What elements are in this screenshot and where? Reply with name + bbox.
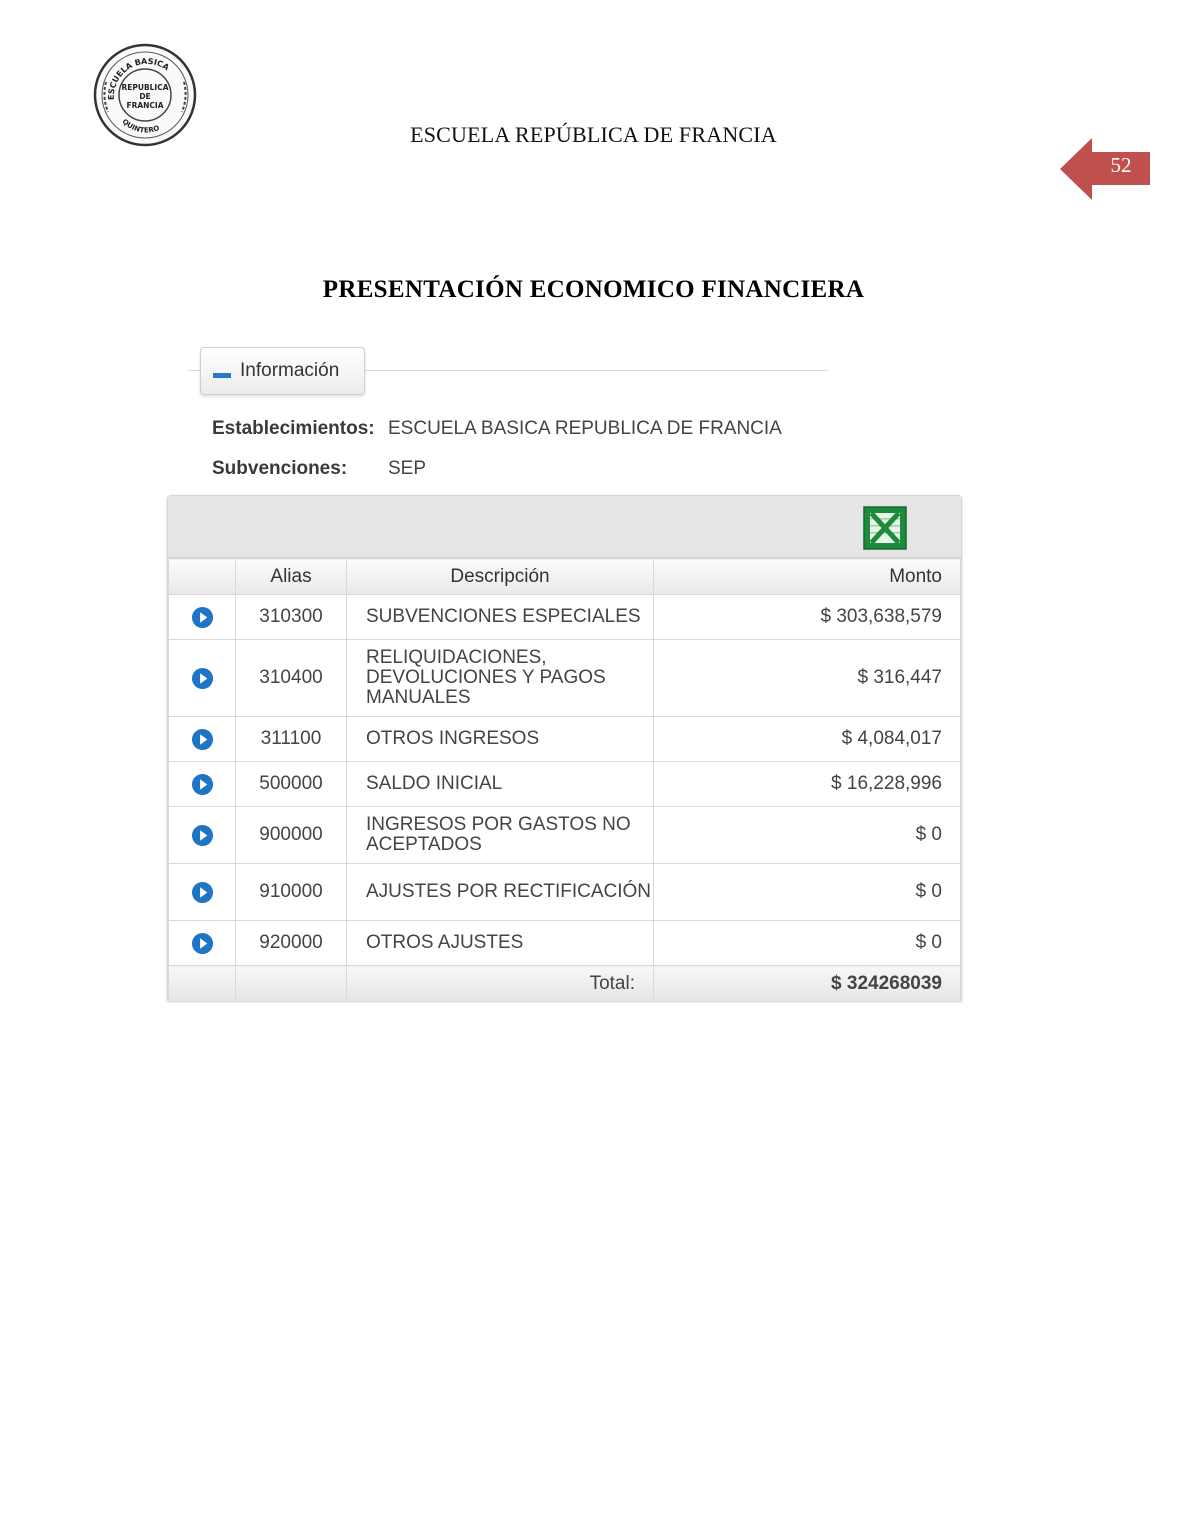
column-header-expand <box>169 559 236 595</box>
row-alias: 310300 <box>236 595 347 640</box>
subvenciones-value: SEP <box>388 458 427 479</box>
table-row <box>169 595 961 640</box>
column-header-alias[interactable]: Alias <box>236 559 347 595</box>
seal-top-text: ESCUELA BASICA <box>106 56 171 101</box>
school-header-title: ESCUELA REPÚBLICA DE FRANCIA <box>410 122 777 147</box>
total-empty-cell <box>169 966 236 1002</box>
table-row <box>169 640 961 717</box>
row-descripcion: OTROS INGRESOS <box>347 717 654 762</box>
row-descripcion: RELIQUIDACIONES, DEVOLUCIONES Y PAGOS MANUALES <box>347 640 654 717</box>
seal-center-line-2: DE <box>139 92 151 101</box>
seal-center-line-3: FRANCIA <box>126 101 164 110</box>
row-descripcion: AJUSTES POR RECTIFICACIÓN <box>347 864 654 921</box>
row-monto: $ 4,084,017 <box>654 717 961 762</box>
row-alias: 310400 <box>236 640 347 717</box>
total-value: $ 324268039 <box>654 966 961 1002</box>
table-row <box>169 807 961 864</box>
row-alias: 920000 <box>236 921 347 966</box>
grid-toolbar <box>168 496 961 558</box>
table-row <box>169 762 961 807</box>
total-label: Total: <box>347 966 654 1002</box>
document-title: PRESENTACIÓN ECONOMICO FINANCIERA <box>322 276 865 303</box>
collapse-minus-icon <box>213 373 231 378</box>
table-row <box>169 717 961 762</box>
row-monto: $ 303,638,579 <box>654 595 961 640</box>
subvenciones-row <box>212 458 427 480</box>
row-alias: 311100 <box>236 717 347 762</box>
row-monto: $ 0 <box>654 864 961 921</box>
excel-export-icon[interactable] <box>863 506 907 550</box>
row-descripcion: INGRESOS POR GASTOS NO ACEPTADOS <box>347 807 654 864</box>
page-number: 52 <box>1110 153 1132 177</box>
row-expand-arrow-icon[interactable] <box>191 824 214 847</box>
total-empty-cell <box>236 966 347 1002</box>
row-expand-arrow-icon[interactable] <box>191 728 214 751</box>
financial-grid <box>167 495 962 1001</box>
financial-table <box>168 558 961 1002</box>
row-monto: $ 0 <box>654 921 961 966</box>
row-expand-arrow-icon[interactable] <box>191 667 214 690</box>
table-header-row <box>169 559 961 595</box>
column-header-monto[interactable]: Monto <box>654 559 961 595</box>
row-descripcion: OTROS AJUSTES <box>347 921 654 966</box>
table-total-row <box>169 966 961 1002</box>
row-monto: $ 316,447 <box>654 640 961 717</box>
row-alias: 900000 <box>236 807 347 864</box>
page-number-badge <box>1060 138 1150 200</box>
column-header-descripcion[interactable]: Descripción <box>347 559 654 595</box>
row-expand-arrow-icon[interactable] <box>191 881 214 904</box>
row-expand-arrow-icon[interactable] <box>191 932 214 955</box>
info-panel-toggle[interactable] <box>200 347 365 395</box>
subvenciones-label: Subvenciones: <box>212 458 348 479</box>
row-descripcion: SUBVENCIONES ESPECIALES <box>347 595 654 640</box>
establecimientos-value: ESCUELA BASICA REPUBLICA DE FRANCIA <box>388 418 782 439</box>
establecimientos-label: Establecimientos: <box>212 418 375 439</box>
row-expand-arrow-icon[interactable] <box>191 773 214 796</box>
row-alias: 910000 <box>236 864 347 921</box>
row-monto: $ 0 <box>654 807 961 864</box>
row-alias: 500000 <box>236 762 347 807</box>
seal-center-line-1: REPUBLICA <box>121 83 169 92</box>
table-row <box>169 921 961 966</box>
table-row <box>169 864 961 921</box>
row-expand-arrow-icon[interactable] <box>191 606 214 629</box>
establecimientos-row <box>212 418 782 440</box>
seal-bottom-text: QUINTERO <box>120 117 161 135</box>
row-monto: $ 16,228,996 <box>654 762 961 807</box>
row-descripcion: SALDO INICIAL <box>347 762 654 807</box>
info-panel-tab-label: Información <box>240 360 340 381</box>
